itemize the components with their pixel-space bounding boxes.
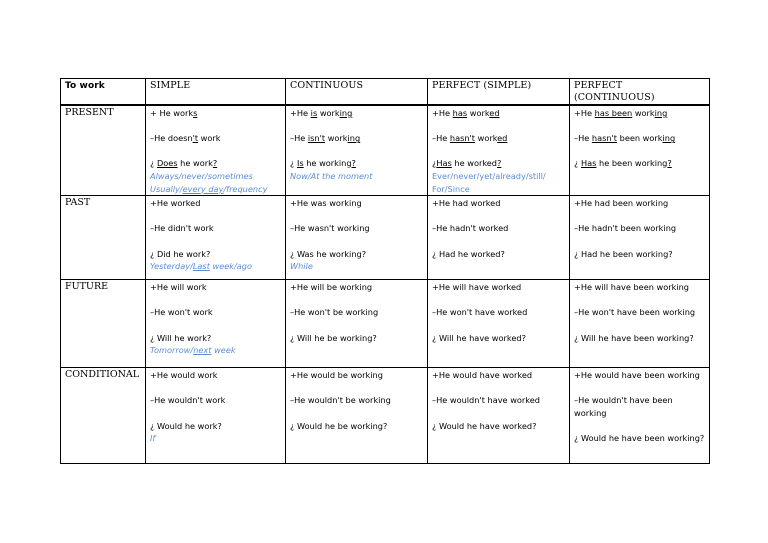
cell-future-continuous [286, 280, 428, 368]
row-header-conditional: CONDITIONAL [61, 368, 146, 464]
affirmative-line: + He works [150, 108, 198, 118]
time-expression-hint: If [150, 433, 156, 444]
negative-line: –He wouldn't have worked [432, 395, 540, 406]
affirmative-line: +He will have worked [432, 282, 522, 293]
time-expression-hint: Yesterday/Last week/ago [150, 261, 253, 272]
table-corner-title: To work [61, 79, 146, 106]
affirmative-line: +He would be working [290, 370, 383, 381]
cell-conditional-perfect-continuous [570, 368, 710, 464]
cell-present-perfect [428, 105, 570, 196]
question-line: ¿ Is he working? [290, 158, 356, 169]
cell-present-simple [146, 105, 286, 196]
negative-line: –He wouldn't be working [290, 395, 391, 406]
question-line: ¿ Will he be working? [290, 332, 377, 343]
affirmative-line: +He would have been working [574, 370, 700, 381]
time-expression-hint: Tomorrow/next week [150, 345, 236, 356]
question-line: ¿ Will he work? [150, 332, 212, 343]
question-line: ¿ Had he worked? [432, 248, 505, 259]
negative-line: –He doesn't work [150, 133, 221, 144]
negative-line: –He hasn't worked [432, 133, 508, 144]
negative-line: –He hadn't been working [574, 223, 677, 234]
affirmative-line: +He had worked [432, 198, 501, 209]
cell-past-perfect [428, 196, 570, 280]
negative-line: –He won't be working [290, 307, 379, 318]
negative-line: –He won't have been working [574, 307, 696, 318]
table-row-future [61, 280, 710, 368]
table-row-present [61, 105, 710, 196]
negative-line: –He didn't work [150, 223, 214, 234]
affirmative-line: +He has worked [432, 108, 500, 118]
row-header-past: PAST [61, 196, 146, 280]
table-header-row [61, 79, 710, 106]
question-line: ¿ Will he have been working? [574, 332, 694, 343]
cell-future-simple [146, 280, 286, 368]
affirmative-line: +He was working [290, 198, 362, 209]
question-line: ¿ Had he been working? [574, 248, 673, 259]
cell-present-perfect-continuous [570, 105, 710, 196]
question-line: ¿ Does he work? [150, 158, 218, 169]
table-row-past [61, 196, 710, 280]
time-expression-hint: Always/never/sometimes [150, 170, 253, 181]
question-line: ¿ Would he be working? [290, 420, 388, 431]
negative-line: –He won't have worked [432, 307, 528, 318]
cell-past-perfect-continuous [570, 196, 710, 280]
cell-past-simple [146, 196, 286, 280]
cell-future-perfect-continuous [570, 280, 710, 368]
affirmative-line: +He will have been working [574, 282, 690, 293]
cell-conditional-perfect [428, 368, 570, 464]
question-line: ¿ Was he working? [290, 248, 367, 259]
time-expression-hint: While [290, 261, 313, 272]
affirmative-line: +He has been working [574, 108, 668, 118]
verb-tense-table [60, 78, 710, 464]
column-header-continuous: CONTINUOUS [286, 79, 428, 106]
cell-conditional-continuous [286, 368, 428, 464]
negative-line: –He wouldn't have been working [574, 395, 673, 418]
question-line: ¿ Did he work? [150, 248, 211, 259]
affirmative-line: +He worked [150, 198, 201, 209]
question-line: ¿ Would he work? [150, 420, 222, 431]
question-line: ¿ Has he been working? [574, 158, 672, 169]
time-expression-hint: Usually/every day/frequency [150, 183, 268, 194]
question-line: ¿Has he worked? [432, 158, 502, 169]
time-expression-hint: For/Since [432, 183, 470, 194]
question-line: ¿ Would he have been working? [574, 433, 705, 444]
affirmative-line: +He had been working [574, 198, 669, 209]
affirmative-line: +He would work [150, 370, 218, 381]
cell-future-perfect [428, 280, 570, 368]
time-expression-hint: Now/At the moment [290, 170, 373, 181]
affirmative-line: +He will work [150, 282, 207, 293]
negative-line: –He isn't working [290, 133, 361, 144]
question-line: ¿ Will he have worked? [432, 332, 526, 343]
table-row-conditional [61, 368, 710, 464]
cell-past-continuous [286, 196, 428, 280]
column-header-perfect-simple: PERFECT (SIMPLE) [428, 79, 570, 106]
column-header-perfect-continuous: PERFECT (CONTINUOUS) [570, 79, 710, 106]
affirmative-line: +He would have worked [432, 370, 533, 381]
question-line: ¿ Would he have worked? [432, 420, 537, 431]
negative-line: –He wouldn't work [150, 395, 226, 406]
affirmative-line: +He is working [290, 108, 353, 118]
time-expression-hint: Ever/never/yet/already/still/ [432, 170, 546, 181]
negative-line: –He wasn't working [290, 223, 370, 234]
negative-line: –He hasn't been working [574, 133, 676, 144]
negative-line: –He won't work [150, 307, 213, 318]
cell-present-continuous [286, 105, 428, 196]
affirmative-line: +He will be working [290, 282, 373, 293]
row-header-present: PRESENT [61, 105, 146, 196]
row-header-future: FUTURE [61, 280, 146, 368]
negative-line: –He hadn't worked [432, 223, 509, 234]
cell-conditional-simple [146, 368, 286, 464]
column-header-simple: SIMPLE [146, 79, 286, 106]
